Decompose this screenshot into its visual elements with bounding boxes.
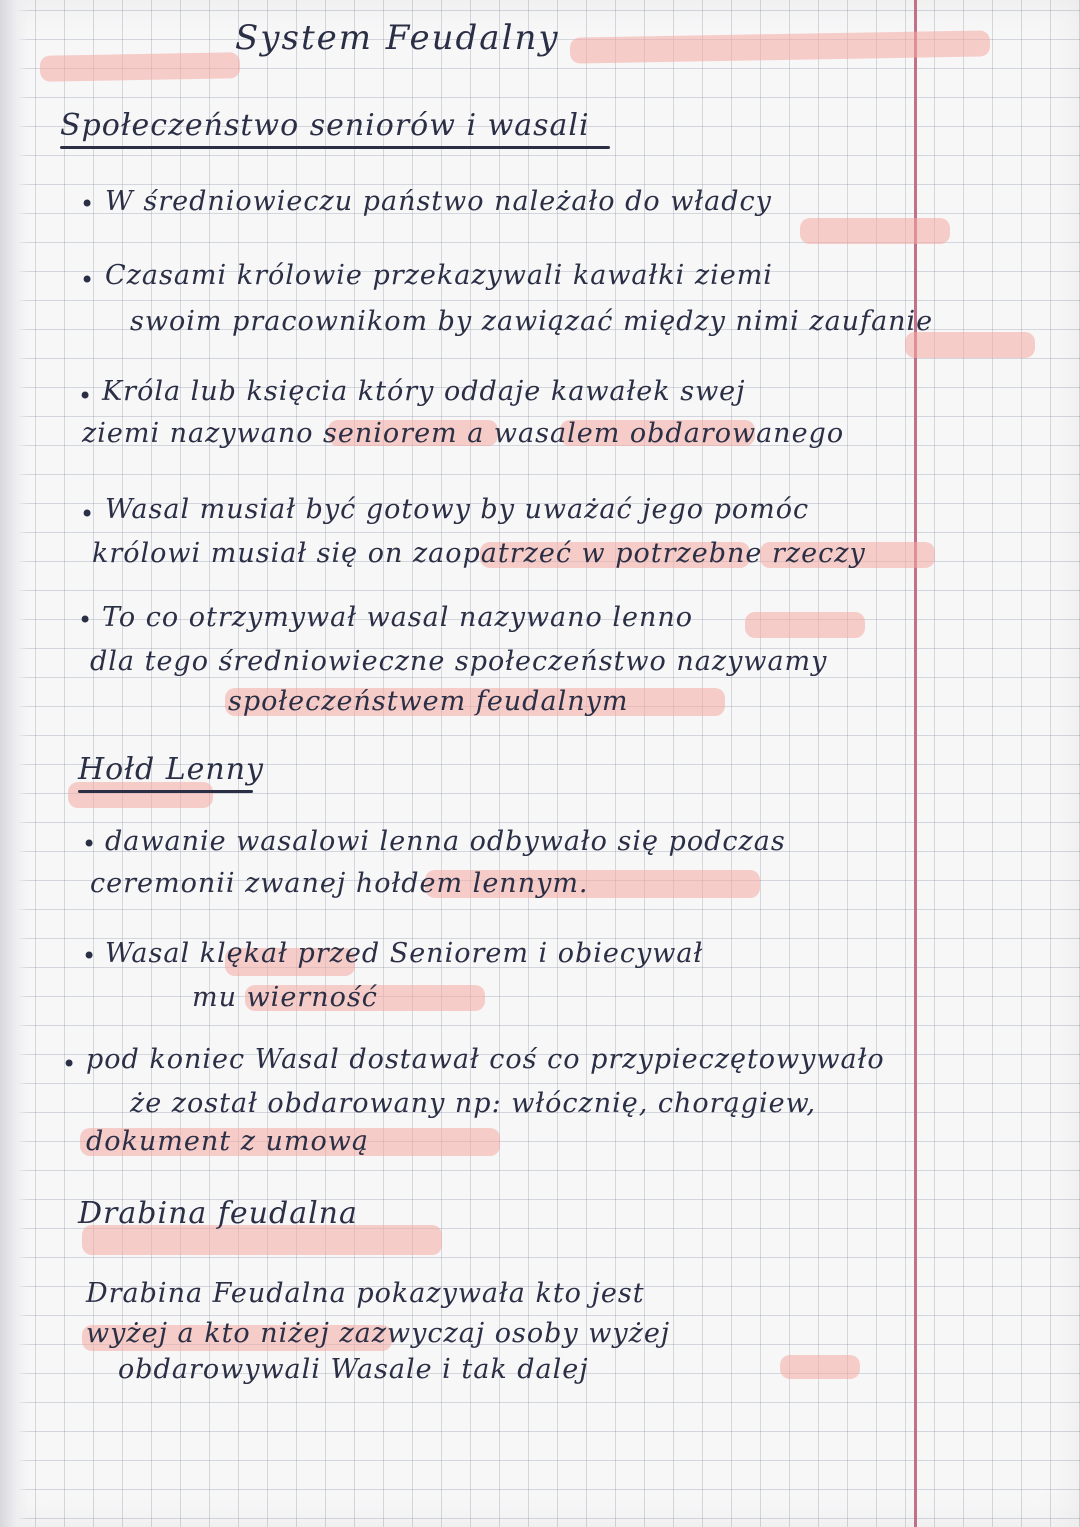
- highlight-mark: [800, 218, 950, 244]
- note-line: dla tego średniowieczne społeczeństwo nazywamy: [90, 646, 828, 677]
- note-line: swoim pracownikom by zawiązać między nimi zaufanie: [130, 306, 934, 337]
- note-line: wyżej a kto niżej zazwyczaj osoby wyżej: [86, 1318, 671, 1349]
- note-line: pod koniec Wasal dostawał coś co przypieczętowywało: [86, 1044, 885, 1075]
- section-heading: Drabina feudalna: [78, 1196, 358, 1231]
- note-line: mu wierność: [192, 982, 378, 1013]
- note-line: że został obdarowany np: włócznię, chorągiew,: [130, 1088, 817, 1119]
- note-line: Czasami królowie przekazywali kawałki ziemi: [105, 260, 773, 291]
- bullet-dot: •: [80, 266, 95, 294]
- section-heading: Społeczeństwo seniorów i wasali: [60, 108, 590, 143]
- highlight-mark: [780, 1355, 860, 1379]
- heading-underline: [60, 146, 610, 149]
- note-line: ziemi nazywano seniorem a wasalem obdarowanego: [82, 418, 845, 449]
- section-heading: Hołd Lenny: [78, 752, 264, 787]
- heading-underline: [78, 790, 253, 793]
- note-line: Króla lub księcia który oddaje kawałek swej: [102, 376, 746, 407]
- highlight-mark: [40, 52, 240, 81]
- bullet-dot: •: [78, 382, 93, 410]
- bullet-dot: •: [80, 500, 95, 528]
- bullet-dot: •: [78, 606, 93, 634]
- note-line: królowi musiał się on zaopatrzeć w potrzebne rzeczy: [92, 538, 866, 569]
- page-binding-edge: [0, 0, 28, 1527]
- bullet-dot: •: [82, 942, 97, 970]
- note-line: Wasal klękał przed Seniorem i obiecywał: [105, 938, 704, 969]
- note-line: ceremonii zwanej hołdem lennym.: [90, 868, 589, 899]
- page-title: System Feudalny: [235, 18, 560, 58]
- note-line: społeczeństwem feudalnym: [228, 686, 629, 717]
- note-line: W średniowieczu państwo należało do władcy: [105, 186, 772, 217]
- highlight-mark: [570, 30, 990, 63]
- bullet-dot: •: [62, 1050, 77, 1078]
- note-line: dawanie wasalowi lenna odbywało się podczas: [105, 826, 786, 857]
- note-line: To co otrzymywał wasal nazywano lenno: [102, 602, 694, 633]
- note-line: Drabina Feudalna pokazywała kto jest: [86, 1278, 645, 1309]
- bullet-dot: •: [80, 190, 95, 218]
- note-line: dokument z umową: [86, 1126, 369, 1157]
- note-line: obdarowywali Wasale i tak dalej: [118, 1354, 589, 1385]
- note-line: Wasal musiał być gotowy by uważać jego pomóc: [105, 494, 810, 525]
- bullet-dot: •: [82, 830, 97, 858]
- highlight-mark: [745, 612, 865, 638]
